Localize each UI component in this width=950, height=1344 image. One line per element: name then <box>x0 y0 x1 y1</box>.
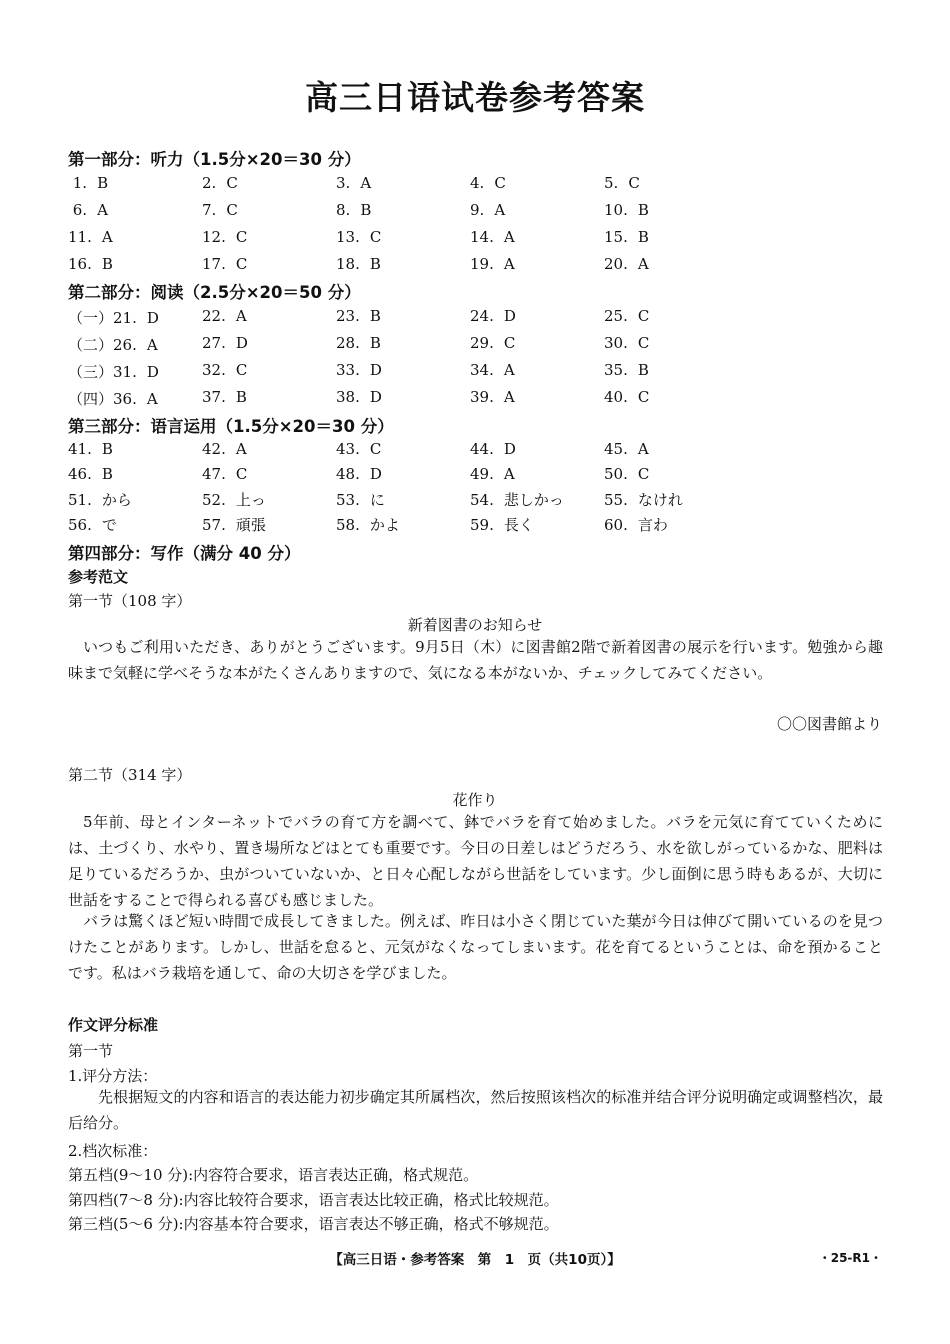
answer-value: B <box>637 201 649 219</box>
answer-value: から <box>101 491 132 509</box>
answer-value: C <box>226 201 238 219</box>
sample-essay-label: 参考范文 <box>68 568 129 586</box>
answer-value: B <box>369 334 381 352</box>
answer-cell <box>470 228 515 246</box>
answer-value: A <box>494 201 506 219</box>
answer-value: A <box>97 201 108 219</box>
answer-cell <box>68 514 117 535</box>
section2-label: 第二节（314 字） <box>68 766 192 784</box>
answer-cell <box>604 440 649 458</box>
answer-cell <box>470 334 515 352</box>
answer-cell <box>336 201 371 219</box>
answer-cell <box>604 228 649 246</box>
answer-value: かよ <box>369 516 400 534</box>
question-number: 39. <box>470 388 494 406</box>
answer-cell <box>604 388 649 406</box>
answer-value: 頑張 <box>235 516 266 534</box>
question-number: 11. <box>68 228 92 246</box>
section2-essay-paragraph-1: 5年前、母とインターネットでバラの育て方を調べて、鉢でバラを育て始めました。バラを元気に育てていくためには、土づくり、水やり、置き場所などはとても重要です。今日の日差しはどうだろう、水を欲しがっているかな、肥料は足りているだろうか、虫がついていないか、と日々心配しながら世話をしています。少し面倒に思う時もあるが、大切に世話をすることで得られる喜びも感じました。 <box>68 813 883 909</box>
question-number: 32. <box>202 361 226 379</box>
question-number: 54. <box>470 491 494 509</box>
grading-section1-label: 第一节 <box>68 1042 114 1060</box>
question-number: （四）36. <box>68 390 137 408</box>
answer-value: B <box>101 465 113 483</box>
answer-value: 言わ <box>637 516 668 534</box>
answer-value: D <box>146 309 159 327</box>
answer-cell <box>202 174 238 192</box>
question-number: （三）31. <box>68 363 137 381</box>
answer-value: B <box>101 255 113 273</box>
question-number: 34. <box>470 361 494 379</box>
answer-cell <box>202 388 247 406</box>
answer-cell <box>604 255 649 273</box>
answer-cell <box>68 255 113 273</box>
answer-cell <box>604 361 649 379</box>
answer-cell <box>604 307 649 325</box>
part2-heading: 第二部分：阅读（2.5分×20＝50 分） <box>68 283 361 302</box>
answer-value: D <box>369 388 382 406</box>
answer-value: C <box>235 361 248 379</box>
footer-code: ・25-R1・ <box>818 1251 882 1265</box>
section2-essay-title: 花作り <box>452 791 498 809</box>
answer-row <box>0 201 950 223</box>
question-number: 51. <box>68 491 92 509</box>
question-number: 9. <box>470 201 485 219</box>
question-number: 53. <box>336 491 360 509</box>
answer-value: C <box>235 228 248 246</box>
answer-value: A <box>360 174 372 192</box>
answer-value: A <box>235 307 247 325</box>
question-number: 6. <box>68 201 88 219</box>
question-number: （二）26. <box>68 336 137 354</box>
answer-row <box>0 361 950 383</box>
part1-heading: 第一部分：听力（1.5分×20＝30 分） <box>68 150 361 169</box>
answer-value: C <box>226 174 238 192</box>
answer-row <box>0 334 950 356</box>
question-number: 52. <box>202 491 226 509</box>
answer-value: B <box>360 201 372 219</box>
section1-signature: 〇〇図書館より <box>776 715 882 733</box>
answer-cell <box>68 361 159 382</box>
answer-cell <box>202 361 247 379</box>
answer-row <box>0 174 950 196</box>
answer-cell <box>336 514 400 535</box>
answer-value: A <box>503 228 515 246</box>
answer-value: A <box>235 440 247 458</box>
answer-cell <box>68 440 113 458</box>
answer-cell <box>336 465 382 483</box>
answer-cell <box>470 440 516 458</box>
answer-cell <box>336 255 381 273</box>
question-number: 22. <box>202 307 226 325</box>
question-number: 35. <box>604 361 628 379</box>
question-number: 58. <box>336 516 360 534</box>
answer-cell <box>202 465 247 483</box>
answer-value: A <box>146 390 158 408</box>
question-number: 27. <box>202 334 226 352</box>
answer-value: A <box>503 465 515 483</box>
answer-cell <box>470 388 515 406</box>
answer-value: に <box>369 491 385 509</box>
answer-value: A <box>503 361 515 379</box>
question-number: 56. <box>68 516 92 534</box>
answer-value: C <box>369 440 382 458</box>
question-number: 33. <box>336 361 360 379</box>
answer-value: B <box>235 388 247 406</box>
answer-value: 上っ <box>235 491 266 509</box>
page-footer: 【高三日语・参考答案 第 1 页（共10页）】 <box>329 1252 621 1268</box>
question-number: 20. <box>604 255 628 273</box>
question-number: 38. <box>336 388 360 406</box>
answer-cell <box>68 228 113 246</box>
answer-value: D <box>235 334 248 352</box>
answer-value: A <box>637 440 649 458</box>
answer-row <box>0 307 950 329</box>
answer-value: B <box>637 228 649 246</box>
answer-value: A <box>101 228 113 246</box>
answer-value: C <box>369 228 382 246</box>
answer-value: D <box>369 361 382 379</box>
question-number: 59. <box>470 516 494 534</box>
answer-row <box>0 255 950 277</box>
part4-heading: 第四部分：写作（满分 40 分） <box>68 544 301 563</box>
answer-cell <box>604 174 640 192</box>
question-number: 28. <box>336 334 360 352</box>
question-number: 19. <box>470 255 494 273</box>
answer-cell <box>68 334 158 355</box>
answer-value: C <box>503 334 516 352</box>
part3-heading: 第三部分：语言运用（1.5分×20＝30 分） <box>68 417 394 436</box>
answer-cell <box>470 465 515 483</box>
answer-cell <box>604 334 649 352</box>
answer-cell <box>336 388 382 406</box>
answer-value: 長く <box>503 516 534 534</box>
grading-level-3: 第三档(5～6 分):内容基本符合要求，语言表达不够正确，格式不够规范。 <box>68 1215 559 1233</box>
question-number: 18. <box>336 255 360 273</box>
question-number: 37. <box>202 388 226 406</box>
answer-value: B <box>101 440 113 458</box>
answer-cell <box>336 174 371 192</box>
answer-cell <box>336 307 381 325</box>
question-number: 41. <box>68 440 92 458</box>
answer-cell <box>336 361 382 379</box>
answer-cell <box>604 201 649 219</box>
question-number: 17. <box>202 255 226 273</box>
question-number: 23. <box>336 307 360 325</box>
answer-cell <box>470 489 564 510</box>
question-number: （一）21. <box>68 309 137 327</box>
question-number: 50. <box>604 465 628 483</box>
question-number: 44. <box>470 440 494 458</box>
answer-value: C <box>494 174 506 192</box>
answer-cell <box>202 489 266 510</box>
question-number: 12. <box>202 228 226 246</box>
question-number: 13. <box>336 228 360 246</box>
answer-cell <box>470 255 515 273</box>
answer-row <box>0 388 950 410</box>
question-number: 55. <box>604 491 628 509</box>
grading-level-5: 第五档(9～10 分):内容符合要求，语言表达正确，格式规范。 <box>68 1166 479 1184</box>
section1-essay-title: 新着図書のお知らせ <box>407 616 543 634</box>
answer-row <box>0 440 950 462</box>
answer-cell <box>68 388 158 409</box>
answer-value: A <box>503 388 515 406</box>
question-number: 3. <box>336 174 351 192</box>
answer-row <box>0 228 950 250</box>
answer-row <box>0 514 950 536</box>
answer-cell <box>336 334 381 352</box>
grading-method-label: 1.评分方法： <box>68 1067 158 1085</box>
question-number: 49. <box>470 465 494 483</box>
answer-row <box>0 465 950 487</box>
grading-heading: 作文评分标准 <box>68 1016 159 1034</box>
question-number: 46. <box>68 465 92 483</box>
answer-value: B <box>369 307 381 325</box>
question-number: 40. <box>604 388 628 406</box>
answer-value: なけれ <box>637 491 683 509</box>
question-number: 30. <box>604 334 628 352</box>
question-number: 7. <box>202 201 217 219</box>
answer-cell <box>202 334 248 352</box>
answer-cell <box>336 440 381 458</box>
answer-cell <box>470 514 534 535</box>
answer-cell <box>68 307 159 328</box>
question-number: 60. <box>604 516 628 534</box>
question-number: 57. <box>202 516 226 534</box>
answer-value: B <box>97 174 109 192</box>
question-number: 15. <box>604 228 628 246</box>
answer-value: C <box>637 388 650 406</box>
grading-method-body: 先根据短文的内容和语言的表达能力初步确定其所属档次，然后按照该档次的标准并结合评分说明确定或调整档次，最后给分。 <box>68 1088 883 1132</box>
answer-value: C <box>637 465 650 483</box>
answer-value: C <box>628 174 640 192</box>
grading-levels-label: 2.档次标准： <box>68 1142 158 1160</box>
question-number: 2. <box>202 174 217 192</box>
question-number: 5. <box>604 174 619 192</box>
page-title: 高三日语试卷参考答案 <box>305 78 645 117</box>
answer-cell <box>470 307 516 325</box>
section2-essay-paragraph-2: バラは驚くほど短い時間で成長してきました。例えば、昨日は小さく閉じていた葉が今日は伸びて開いているのを見つけたことがあります。しかし、世話を怠ると、元気がなくなってしまいます。花を育てるということは、命を預かることです。私はバラ栽培を通して、命の大切さを学びました。 <box>68 912 883 982</box>
answer-value: D <box>503 307 516 325</box>
answer-cell <box>470 201 505 219</box>
answer-cell <box>202 255 247 273</box>
answer-cell <box>202 201 238 219</box>
question-number: 48. <box>336 465 360 483</box>
answer-cell <box>202 440 247 458</box>
answer-value: A <box>503 255 515 273</box>
question-number: 10. <box>604 201 628 219</box>
answer-value: C <box>235 465 248 483</box>
answer-value: A <box>637 255 649 273</box>
answer-cell <box>202 228 247 246</box>
answer-value: D <box>369 465 382 483</box>
question-number: 8. <box>336 201 351 219</box>
answer-value: A <box>146 336 158 354</box>
question-number: 1. <box>68 174 88 192</box>
answer-cell <box>68 174 108 192</box>
question-number: 42. <box>202 440 226 458</box>
answer-cell <box>68 489 132 510</box>
answer-cell <box>604 489 683 510</box>
answer-cell <box>604 514 668 535</box>
answer-cell <box>470 174 506 192</box>
answer-value: C <box>235 255 248 273</box>
answer-cell <box>604 465 649 483</box>
answer-cell <box>202 307 247 325</box>
answer-cell <box>470 361 515 379</box>
question-number: 4. <box>470 174 485 192</box>
grading-level-4: 第四档(7～8 分):内容比较符合要求，语言表达比较正确，格式比较规范。 <box>68 1191 559 1209</box>
question-number: 47. <box>202 465 226 483</box>
answer-row <box>0 489 950 511</box>
answer-value: B <box>637 361 649 379</box>
section1-essay-body: いつもご利用いただき、ありがとうございます。9月5日（木）に図書館2階で新着図書の展示を行います。勉強から趣味まで気軽に学べそうな本がたくさんありますので、気になる本がないか、チェックしてみてください。 <box>68 638 883 682</box>
answer-value: D <box>503 440 516 458</box>
question-number: 25. <box>604 307 628 325</box>
question-number: 45. <box>604 440 628 458</box>
question-number: 29. <box>470 334 494 352</box>
question-number: 43. <box>336 440 360 458</box>
question-number: 24. <box>470 307 494 325</box>
answer-value: C <box>637 334 650 352</box>
answer-value: D <box>146 363 159 381</box>
answer-cell <box>202 514 266 535</box>
answer-cell <box>336 228 381 246</box>
answer-value: B <box>369 255 381 273</box>
answer-cell <box>336 489 385 510</box>
answer-value: C <box>637 307 650 325</box>
question-number: 16. <box>68 255 92 273</box>
answer-cell <box>68 201 108 219</box>
answer-value: で <box>101 516 117 534</box>
section1-label: 第一节（108 字） <box>68 592 192 610</box>
answer-cell <box>68 465 113 483</box>
question-number: 14. <box>470 228 494 246</box>
answer-value: 悲しかっ <box>503 491 564 509</box>
